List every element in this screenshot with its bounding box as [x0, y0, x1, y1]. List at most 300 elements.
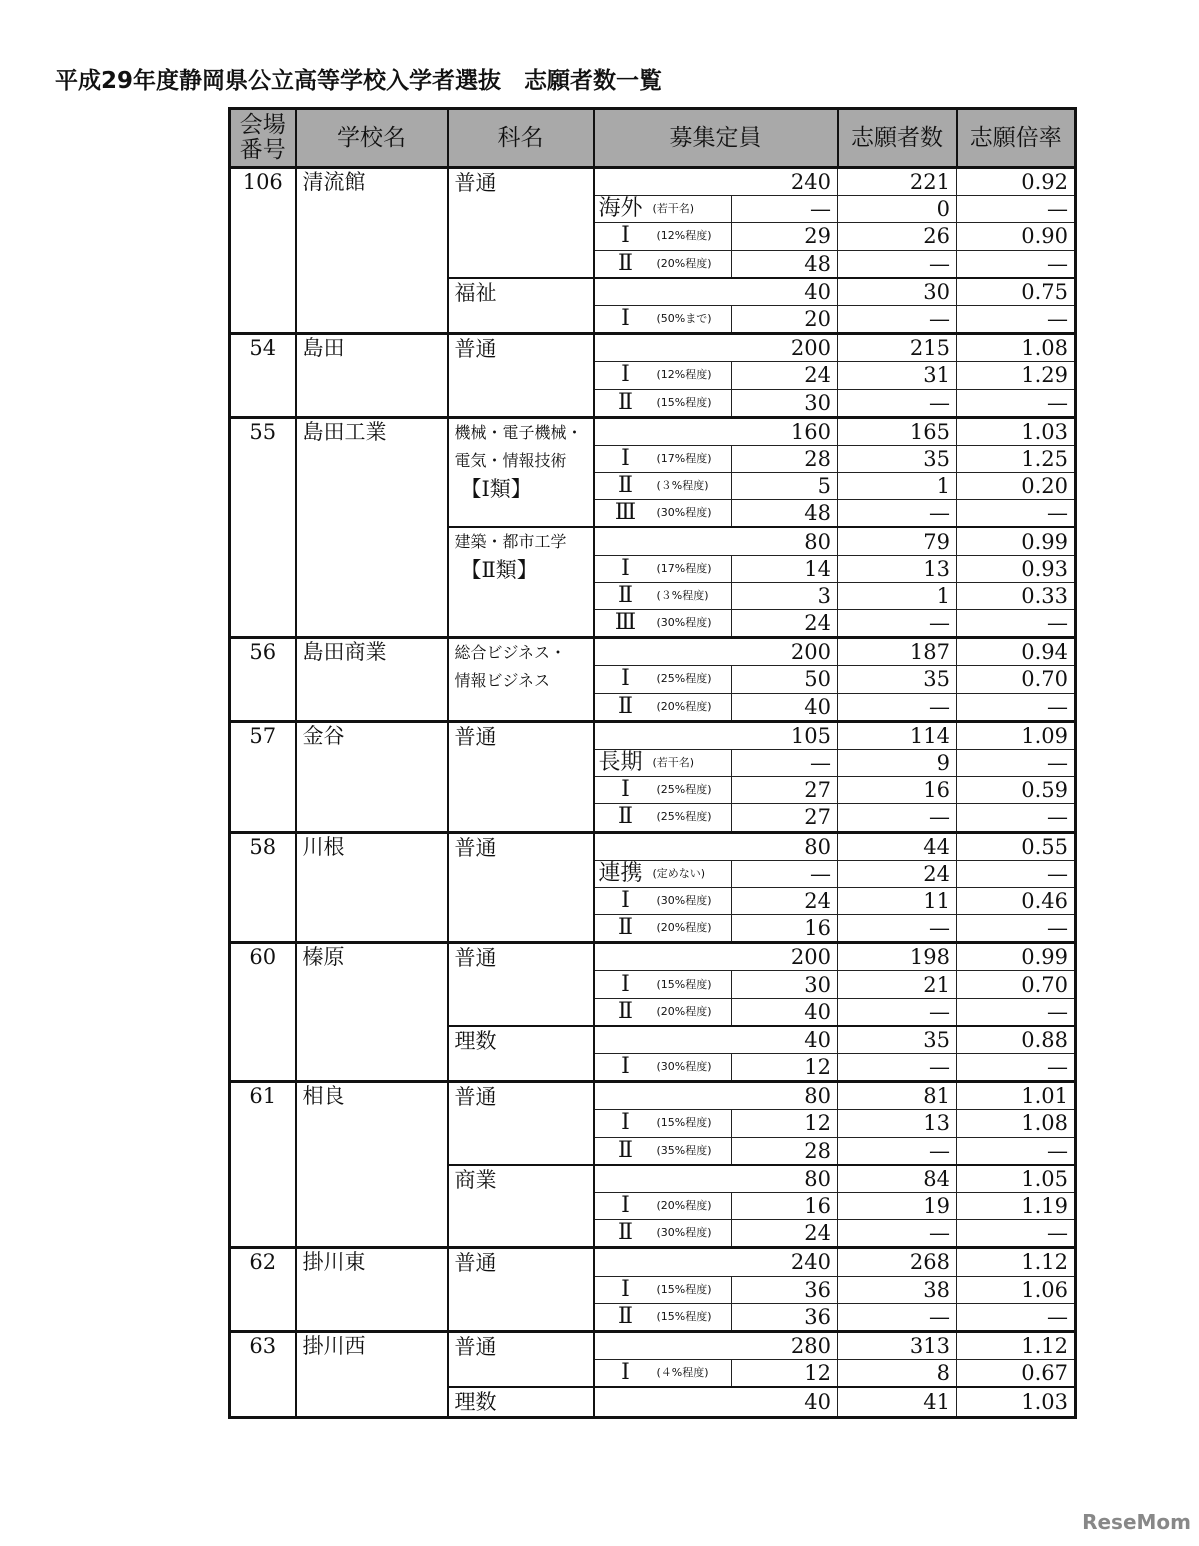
selection-type: [594, 362, 732, 389]
selection-type: [594, 473, 732, 500]
selection-type: [594, 1276, 732, 1303]
applicants: —: [838, 1303, 957, 1331]
selection-type-label: [595, 1110, 732, 1136]
venue-number: 61: [230, 1082, 296, 1248]
applicants: 26: [838, 223, 957, 250]
selection-type: [594, 1220, 732, 1248]
applicants: 16: [838, 777, 957, 804]
selection-type-label: [595, 390, 732, 416]
selection-type: [594, 389, 732, 417]
selection-type-label: [595, 1360, 732, 1386]
quota: 80: [594, 832, 838, 860]
quota: 280: [594, 1331, 838, 1359]
applicants: —: [838, 305, 957, 333]
school-name: 掛川西: [296, 1331, 448, 1417]
ratio: —: [957, 860, 1076, 887]
department-name-line: 普通: [454, 171, 497, 195]
quota: —: [732, 749, 838, 776]
school-name: 榛原: [296, 943, 448, 1082]
department-name-line: 建築・都市工学: [454, 532, 567, 552]
applicants: 165: [838, 417, 957, 445]
department-name: [448, 527, 594, 637]
quota: 3: [732, 582, 838, 609]
table-row: [230, 943, 1076, 971]
selection-type-note: (35%程度): [656, 1143, 712, 1157]
venue-number: 62: [230, 1248, 296, 1332]
selection-type-note: (12%程度): [656, 368, 712, 382]
selection-type-label: [595, 1054, 732, 1080]
table-row: [230, 1248, 1076, 1276]
quota: 200: [594, 638, 838, 666]
selection-type-note: (15%程度): [656, 1282, 712, 1296]
applicants: —: [838, 915, 957, 943]
selection-type-name: Ⅱ: [618, 804, 633, 830]
selection-type-note: (50%まで): [656, 312, 712, 326]
ratio: 0.99: [957, 943, 1076, 971]
selection-type-name: Ⅱ: [618, 389, 633, 415]
selection-type-label: [595, 915, 732, 941]
applicants: 221: [838, 168, 957, 196]
applicants: —: [838, 389, 957, 417]
quota: 40: [594, 1387, 838, 1418]
selection-type: [594, 196, 732, 223]
selection-type-label: [595, 362, 732, 388]
applicants: 11: [838, 887, 957, 914]
selection-type: [594, 305, 732, 333]
selection-type-name: Ⅱ: [618, 250, 633, 276]
selection-type-name: Ⅰ: [621, 1360, 630, 1386]
ratio: 1.29: [957, 362, 1076, 389]
header-ratio: 志願倍率: [957, 109, 1076, 168]
quota: 80: [594, 1165, 838, 1193]
quota: 80: [594, 1082, 838, 1110]
selection-type-label: [595, 446, 732, 472]
ratio: 0.90: [957, 223, 1076, 250]
ratio: 0.70: [957, 666, 1076, 693]
quota: 48: [732, 250, 838, 278]
applicants: —: [838, 1054, 957, 1082]
selection-type-name: Ⅰ: [621, 887, 630, 913]
quota: 160: [594, 417, 838, 445]
ratio: —: [957, 500, 1076, 528]
applicants: 81: [838, 1082, 957, 1110]
resemom-logo: ReseMom: [1082, 1510, 1191, 1534]
ratio: 0.20: [957, 473, 1076, 500]
selection-type: [594, 887, 732, 914]
school-name: 掛川東: [296, 1248, 448, 1332]
venue-number: 57: [230, 721, 296, 832]
quota: 36: [732, 1303, 838, 1331]
selection-type: [594, 1054, 732, 1082]
applicants-table: [228, 107, 1077, 1419]
department-name-line: 機械・電子機械・: [454, 422, 583, 442]
applicants: 8: [838, 1360, 957, 1388]
selection-type-name: Ⅱ: [618, 582, 633, 608]
quota: 12: [732, 1110, 838, 1137]
quota: 20: [732, 305, 838, 333]
school-name: 清流館: [296, 168, 448, 334]
ratio: 0.33: [957, 582, 1076, 609]
applicants: 114: [838, 721, 957, 749]
selection-type-name: 海外: [598, 196, 643, 222]
selection-type-label: [595, 804, 732, 830]
selection-type-note: (17%程度): [656, 451, 712, 465]
applicants: 84: [838, 1165, 957, 1193]
selection-type: [594, 500, 732, 528]
applicants: —: [838, 610, 957, 638]
quota: 24: [732, 362, 838, 389]
applicants: 198: [838, 943, 957, 971]
department-name: [448, 1026, 594, 1082]
department-name: [448, 832, 594, 943]
selection-type-note: (４%程度): [656, 1366, 709, 1380]
selection-type-name: Ⅰ: [621, 362, 630, 388]
selection-type-label: [595, 750, 732, 776]
applicants: 187: [838, 638, 957, 666]
quota: 16: [732, 915, 838, 943]
applicants: 35: [838, 666, 957, 693]
selection-type-label: [595, 666, 732, 692]
applicants: 24: [838, 860, 957, 887]
selection-type: [594, 250, 732, 278]
selection-type: [594, 693, 732, 721]
selection-type-label: [595, 777, 732, 803]
department-name-line: 普通: [454, 946, 497, 971]
selection-type: [594, 1303, 732, 1331]
selection-type: [594, 915, 732, 943]
selection-type: [594, 666, 732, 693]
department-name-line: 普通: [454, 1334, 497, 1359]
venue-number: 63: [230, 1331, 296, 1417]
selection-type-name: Ⅱ: [618, 998, 633, 1024]
quota: 5: [732, 473, 838, 500]
department-name: [448, 417, 594, 527]
selection-type: [594, 555, 732, 582]
ratio: 0.67: [957, 1360, 1076, 1388]
selection-type: [594, 1110, 732, 1137]
selection-type-label: [595, 556, 732, 582]
selection-type-label: [595, 972, 732, 998]
selection-type: [594, 582, 732, 609]
selection-type: [594, 804, 732, 832]
department-name: [448, 638, 594, 722]
header-applicants: 志願者数: [838, 109, 957, 168]
quota: 24: [732, 1220, 838, 1248]
selection-type-label: [595, 306, 732, 332]
selection-type-name: Ⅰ: [621, 555, 630, 581]
table-row: [230, 1331, 1076, 1359]
ratio: —: [957, 749, 1076, 776]
school-name: 金谷: [296, 721, 448, 832]
selection-type-name: 長期: [598, 750, 643, 776]
table-row: [230, 638, 1076, 666]
quota: 50: [732, 666, 838, 693]
department-name-line: 普通: [454, 724, 497, 749]
selection-type-label: [595, 583, 732, 609]
quota: 30: [732, 389, 838, 417]
quota: 27: [732, 777, 838, 804]
selection-type-label: [595, 473, 732, 499]
ratio: —: [957, 389, 1076, 417]
department-name-line: 普通: [454, 337, 497, 362]
applicants: 268: [838, 1248, 957, 1276]
ratio: 1.01: [957, 1082, 1076, 1110]
ratio: 0.94: [957, 638, 1076, 666]
applicants: —: [838, 250, 957, 278]
quota: —: [732, 860, 838, 887]
selection-type: [594, 777, 732, 804]
applicants: —: [838, 1220, 957, 1248]
selection-type-name: Ⅰ: [621, 666, 630, 692]
selection-type-label: [595, 888, 732, 914]
applicants: 44: [838, 832, 957, 860]
selection-type-label: [595, 500, 732, 526]
ratio: 1.03: [957, 1387, 1076, 1418]
selection-type: [594, 998, 732, 1026]
selection-type-note: (定めない): [652, 866, 706, 880]
department-name-line: 普通: [454, 1085, 497, 1110]
selection-type-name: Ⅲ: [614, 610, 637, 636]
selection-type-note: (若干名): [652, 756, 695, 770]
selection-type-note: (20%程度): [656, 1004, 712, 1018]
school-name: 島田商業: [296, 638, 448, 722]
selection-type-label: [595, 610, 732, 636]
ratio: —: [957, 250, 1076, 278]
table-row: [230, 334, 1076, 362]
quota: 24: [732, 887, 838, 914]
selection-type-note: (20%程度): [656, 699, 712, 713]
quota: 14: [732, 555, 838, 582]
selection-type: [594, 223, 732, 250]
selection-type: [594, 1192, 732, 1219]
quota: 28: [732, 1137, 838, 1165]
department-name: [448, 168, 594, 278]
selection-type: [594, 445, 732, 472]
ratio: —: [957, 1137, 1076, 1165]
applicants: 19: [838, 1192, 957, 1219]
quota: 30: [732, 971, 838, 998]
ratio: 1.09: [957, 721, 1076, 749]
selection-type-name: Ⅱ: [618, 1220, 633, 1246]
department-name-line: 総合ビジネス・: [454, 643, 567, 663]
quota: 40: [732, 693, 838, 721]
ratio: —: [957, 998, 1076, 1026]
quota: 12: [732, 1360, 838, 1388]
department-name-line: 福祉: [454, 280, 497, 305]
venue-number: 55: [230, 417, 296, 638]
selection-type-name: Ⅰ: [621, 1110, 630, 1136]
selection-type-name: Ⅰ: [621, 1054, 630, 1080]
ratio: —: [957, 915, 1076, 943]
quota: 80: [594, 527, 838, 555]
selection-type-name: Ⅱ: [618, 1137, 633, 1163]
table-row: [230, 1082, 1076, 1110]
selection-type-name: Ⅱ: [618, 473, 633, 499]
department-name-line: 理数: [454, 1390, 497, 1415]
ratio: 1.08: [957, 1110, 1076, 1137]
quota: 40: [594, 278, 838, 306]
selection-type-name: Ⅰ: [621, 1193, 630, 1219]
ratio: —: [957, 305, 1076, 333]
school-name: 相良: [296, 1082, 448, 1248]
selection-type-note: (30%程度): [656, 893, 712, 907]
venue-number: 56: [230, 638, 296, 722]
department-name-line: 普通: [454, 835, 497, 860]
applicants: 215: [838, 334, 957, 362]
selection-type: [594, 749, 732, 776]
quota: —: [732, 196, 838, 223]
ratio: —: [957, 1054, 1076, 1082]
selection-type-note: (15%程度): [656, 977, 712, 991]
quota: 29: [732, 223, 838, 250]
ratio: —: [957, 196, 1076, 223]
selection-type-name: Ⅱ: [618, 915, 633, 941]
selection-type-label: [595, 1304, 732, 1330]
ratio: —: [957, 804, 1076, 832]
department-name-line: 商業: [454, 1167, 497, 1192]
quota: 27: [732, 804, 838, 832]
selection-type-note: (25%程度): [656, 810, 712, 824]
selection-type-name: Ⅲ: [614, 500, 637, 526]
venue-number: 60: [230, 943, 296, 1082]
selection-type-label: [595, 999, 732, 1025]
selection-type: [594, 610, 732, 638]
selection-type: [594, 1137, 732, 1165]
department-name: [448, 721, 594, 832]
selection-type-note: (15%程度): [656, 1309, 712, 1323]
ratio: 0.75: [957, 278, 1076, 306]
selection-type-note: (20%程度): [656, 256, 712, 270]
selection-type-label: [595, 196, 732, 222]
ratio: 0.70: [957, 971, 1076, 998]
quota: 28: [732, 445, 838, 472]
applicants: 30: [838, 278, 957, 306]
department-name: [448, 1165, 594, 1248]
quota: 105: [594, 721, 838, 749]
department-name: [448, 334, 594, 418]
quota: 48: [732, 500, 838, 528]
ratio: —: [957, 610, 1076, 638]
document-title: 平成29年度静岡県公立高等学校入学者選抜 志願者数一覧: [55, 68, 663, 94]
selection-type-note: (30%程度): [656, 1226, 712, 1240]
ratio: 1.12: [957, 1331, 1076, 1359]
header-dept: 科名: [448, 109, 594, 168]
venue-number: 106: [230, 168, 296, 334]
applicants: —: [838, 1137, 957, 1165]
selection-type-note: (３%程度): [656, 479, 709, 493]
selection-type-name: Ⅱ: [618, 693, 633, 719]
school-name: 島田: [296, 334, 448, 418]
applicants: 13: [838, 555, 957, 582]
selection-type-label: [595, 861, 732, 887]
venue-number: 54: [230, 334, 296, 418]
ratio: 0.88: [957, 1026, 1076, 1054]
applicants: 313: [838, 1331, 957, 1359]
selection-type-note: (若干名): [652, 202, 695, 216]
applicants: 1: [838, 582, 957, 609]
selection-type-note: (17%程度): [656, 561, 712, 575]
quota: 16: [732, 1192, 838, 1219]
applicants: —: [838, 804, 957, 832]
school-name: 川根: [296, 832, 448, 943]
applicants: 41: [838, 1387, 957, 1418]
quota: 40: [594, 1026, 838, 1054]
selection-type-label: [595, 223, 732, 249]
table-row: [230, 721, 1076, 749]
selection-type-name: Ⅰ: [621, 223, 630, 249]
selection-type-name: Ⅱ: [618, 1303, 633, 1329]
table-row: [230, 417, 1076, 445]
department-name-line: 情報ビジネス: [454, 671, 551, 691]
quota: 24: [732, 610, 838, 638]
selection-type-label: [595, 694, 732, 720]
ratio: 0.46: [957, 887, 1076, 914]
school-name: 島田工業: [296, 417, 448, 638]
ratio: 1.06: [957, 1276, 1076, 1303]
header-row: [230, 109, 1076, 168]
department-name: [448, 1387, 594, 1418]
quota: 200: [594, 943, 838, 971]
selection-type-note: (30%程度): [656, 506, 712, 520]
applicants: 1: [838, 473, 957, 500]
selection-type-name: Ⅰ: [621, 971, 630, 997]
selection-type-note: (20%程度): [656, 921, 712, 935]
ratio: 1.03: [957, 417, 1076, 445]
header-quota: 募集定員: [594, 109, 838, 168]
ratio: 1.12: [957, 1248, 1076, 1276]
header-school: 学校名: [296, 109, 448, 168]
department-name: [448, 943, 594, 1026]
selection-type: [594, 1360, 732, 1388]
department-name-line: 【Ⅱ類】: [460, 558, 538, 583]
applicants: —: [838, 693, 957, 721]
quota: 200: [594, 334, 838, 362]
selection-type-note: (15%程度): [656, 1116, 712, 1130]
selection-type-note: (30%程度): [656, 1060, 712, 1074]
ratio: —: [957, 1220, 1076, 1248]
department-name-line: 電気・情報技術: [454, 450, 567, 470]
selection-type-note: (30%程度): [656, 616, 712, 630]
table-row: [230, 168, 1076, 196]
selection-type-note: (３%程度): [656, 588, 709, 602]
ratio: 0.59: [957, 777, 1076, 804]
selection-type-name: Ⅰ: [621, 445, 630, 471]
quota: 36: [732, 1276, 838, 1303]
ratio: 1.05: [957, 1165, 1076, 1193]
selection-type-note: (25%程度): [656, 672, 712, 686]
ratio: 0.93: [957, 555, 1076, 582]
ratio: 1.19: [957, 1192, 1076, 1219]
department-name-line: 理数: [454, 1028, 497, 1053]
selection-type-label: [595, 251, 732, 277]
applicants: —: [838, 500, 957, 528]
selection-type-label: [595, 1138, 732, 1164]
quota: 240: [594, 168, 838, 196]
selection-type-note: (20%程度): [656, 1199, 712, 1213]
quota: 40: [732, 998, 838, 1026]
quota: 12: [732, 1054, 838, 1082]
quota: 240: [594, 1248, 838, 1276]
applicants: 13: [838, 1110, 957, 1137]
department-name: [448, 1248, 594, 1332]
selection-type-note: (12%程度): [656, 229, 712, 243]
department-name-line: 【Ⅰ類】: [460, 476, 532, 501]
applicants: 35: [838, 445, 957, 472]
applicants: 9: [838, 749, 957, 776]
applicants: 21: [838, 971, 957, 998]
department-name: [448, 1331, 594, 1387]
selection-type-name: Ⅰ: [621, 306, 630, 332]
